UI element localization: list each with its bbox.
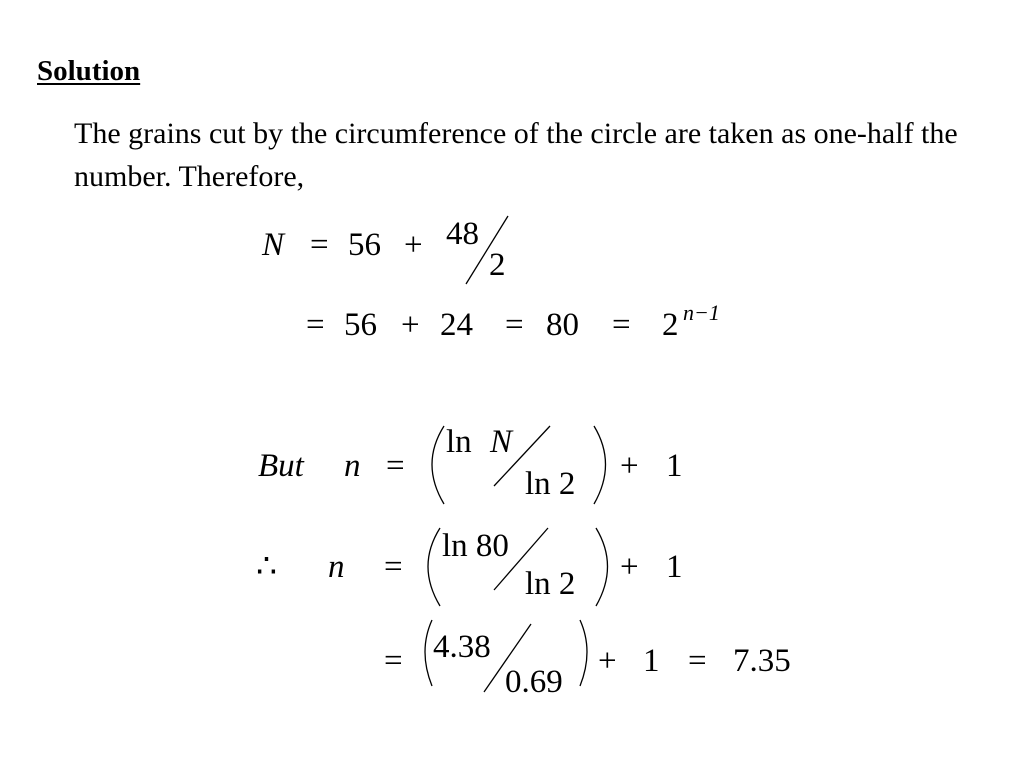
eq4-one: 1	[666, 549, 683, 585]
eq3-prefix: But	[258, 448, 304, 484]
eq4-var: n	[328, 549, 345, 585]
eq2-power-base: 2	[662, 307, 679, 343]
eq1-term: 56	[348, 227, 381, 263]
eq1-equals: =	[310, 227, 329, 263]
therefore-symbol: ∴	[256, 549, 277, 585]
eq2-term-a: 56	[344, 307, 377, 343]
eq3-one: 1	[666, 448, 683, 484]
eq5-numerator: 4.38	[433, 629, 491, 665]
eq5-equals-2: =	[688, 643, 707, 679]
eq2-equals-1: =	[306, 307, 325, 343]
eq1-plus: +	[404, 227, 423, 263]
eq3-var: n	[344, 448, 361, 484]
eq3-numerator-fn: ln	[446, 424, 472, 460]
eq5-plus: +	[598, 643, 617, 679]
eq2-plus: +	[401, 307, 420, 343]
eq3-equals: =	[386, 448, 405, 484]
eq1-numerator: 48	[446, 216, 479, 252]
eq2-term-b: 24	[440, 307, 473, 343]
eq1-lhs: N	[262, 227, 285, 263]
eq4-numerator: ln 80	[442, 528, 509, 564]
eq3-denominator: ln 2	[525, 466, 576, 502]
eq1-denominator: 2	[489, 247, 506, 283]
eq3-plus: +	[620, 448, 639, 484]
eq5-equals: =	[384, 643, 403, 679]
eq4-denominator: ln 2	[525, 566, 576, 602]
eq2-exponent: n−1	[683, 300, 720, 325]
eq4-equals: =	[384, 549, 403, 585]
eq2-term-c: 80	[546, 307, 579, 343]
eq5-result: 7.35	[733, 643, 791, 679]
eq3-numerator-var: N	[490, 424, 513, 460]
eq4-plus: +	[620, 549, 639, 585]
eq2-equals-2: =	[505, 307, 524, 343]
eq5-denominator: 0.69	[505, 664, 563, 700]
intro-paragraph: The grains cut by the circumference of the circle are taken as one-half the number. Therefore,	[74, 117, 958, 193]
eq2-equals-3: =	[612, 307, 631, 343]
solution-heading: Solution	[37, 55, 141, 87]
eq5-one: 1	[643, 643, 660, 679]
